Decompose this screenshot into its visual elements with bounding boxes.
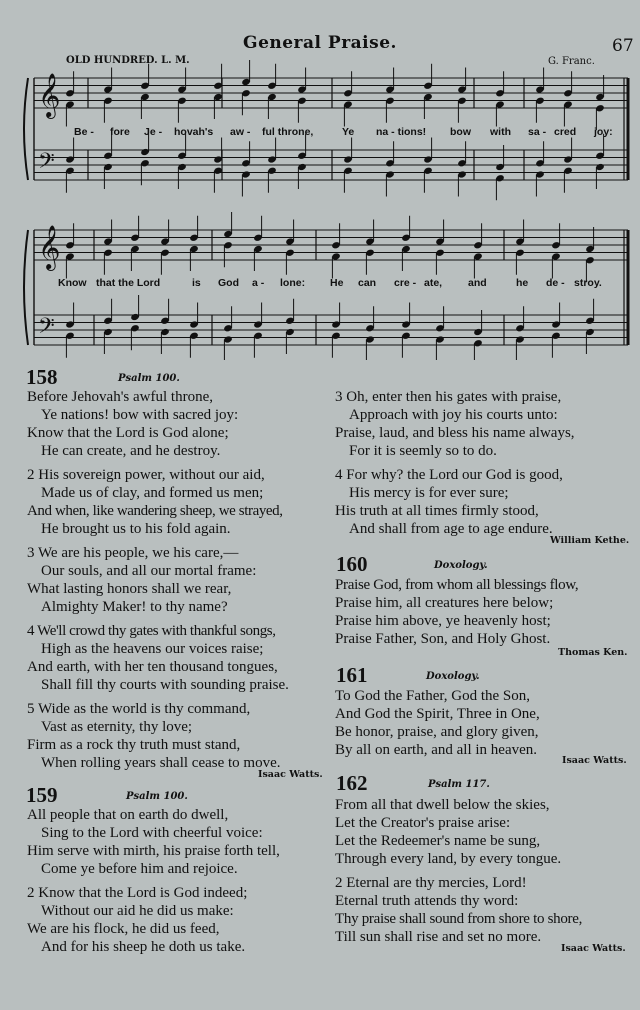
- verse-line: Praise him, all creatures here below;: [335, 595, 554, 611]
- verse-line: For it is seemly so to do.: [349, 443, 497, 459]
- verse-line: And shall from age to age endure.: [349, 521, 553, 537]
- hymn-reference: Psalm 100.: [118, 373, 180, 384]
- verse-line: And God the Spirit, Three in One,: [335, 706, 540, 722]
- verse-line: Praise Father, Son, and Holy Ghost.: [335, 631, 551, 647]
- verse-line: Come ye before him and rejoice.: [41, 861, 238, 877]
- verse-line: Sing to the Lord with cheerful voice:: [41, 825, 263, 841]
- verse-line: All people that on earth do dwell,: [27, 807, 229, 823]
- lyric-word: lone:: [280, 277, 306, 289]
- verse-line: 3 Oh, enter then his gates with praise,: [335, 389, 562, 405]
- treble-clef-icon: 𝄞: [38, 73, 61, 117]
- verse-line: 5 Wide as the world is thy command,: [27, 701, 251, 717]
- verse-line: His mercy is for ever sure;: [349, 485, 509, 501]
- lyric-word: cre -: [394, 277, 417, 289]
- verse-line: Firm as a rock thy truth must stand,: [27, 737, 241, 753]
- hymn-number-160: 160: [336, 552, 368, 576]
- verse-line: What lasting honors shall we rear,: [27, 581, 232, 597]
- lyric-word: hovah's: [174, 126, 214, 138]
- verse-line: Let the Creator's praise arise:: [335, 815, 511, 831]
- lyric-word: stroy.: [574, 277, 602, 289]
- verse-line: High as the heavens our voices raise;: [41, 641, 264, 657]
- verse-line: 2 Know that the Lord is God indeed;: [27, 885, 248, 901]
- verse-line: When rolling years shall cease to move.: [41, 755, 281, 771]
- verse-line: Know that the Lord is God alone;: [27, 425, 229, 441]
- page-number: 67: [612, 36, 634, 56]
- hymn-number-158: 158: [26, 365, 58, 389]
- treble-clef-icon: 𝄞: [38, 225, 61, 269]
- verse-line: 3 We are his people, we his care,—: [27, 545, 239, 561]
- verse-line: Before Jehovah's awful throne,: [27, 389, 213, 405]
- lyric-word: is: [192, 277, 201, 289]
- hymn-reference: Psalm 100.: [126, 791, 188, 802]
- lyric-word: ful throne,: [262, 126, 314, 138]
- hymn-reference: Doxology.: [426, 671, 480, 682]
- verse-line: Thy praise shall sound from shore to shore,: [335, 911, 583, 927]
- tune-name: OLD HUNDRED. L. M.: [66, 55, 190, 66]
- lyric-word: that the Lord: [96, 277, 161, 289]
- verse-line: And when, like wandering sheep, we strayed,: [27, 503, 283, 519]
- hymn-number-162: 162: [336, 771, 368, 795]
- hymn-author: William Kethe.: [550, 535, 630, 546]
- brace: [24, 78, 28, 180]
- hymn-author: Thomas Ken.: [558, 647, 628, 658]
- verse-line: Almighty Maker! to thy name?: [41, 599, 228, 615]
- composer: G. Franc.: [548, 56, 595, 67]
- verse-line: 2 His sovereign power, without our aid,: [27, 467, 265, 483]
- lyric-word: joy:: [594, 126, 613, 138]
- lyric-word: fore: [110, 126, 130, 138]
- verse-line: From all that dwell below the skies,: [335, 797, 550, 813]
- verse-line: Till sun shall rise and set no more.: [335, 929, 542, 945]
- verse-line: Praise him above, ye heavenly host;: [335, 613, 551, 629]
- hymn-reference: Doxology.: [434, 560, 488, 571]
- music-score: [0, 0, 640, 360]
- verse-line: 2 Eternal are thy mercies, Lord!: [335, 875, 527, 891]
- bass-clef-icon: 𝄢: [38, 149, 55, 179]
- verse-line: 4 For why? the Lord our God is good,: [335, 467, 563, 483]
- hymn-author: Isaac Watts.: [561, 943, 626, 954]
- hymn-author: Isaac Watts.: [562, 755, 627, 766]
- hymn-author: Isaac Watts.: [258, 769, 323, 780]
- verse-line: Made us of clay, and formed us men;: [41, 485, 264, 501]
- verse-line: We are his flock, he did us feed,: [27, 921, 220, 937]
- page-title: General Praise.: [243, 33, 397, 53]
- lyric-word: sa -: [528, 126, 547, 138]
- hymn-number-161: 161: [336, 663, 368, 687]
- hymn-reference: Psalm 117.: [428, 779, 490, 790]
- lyric-word: he: [516, 277, 529, 289]
- bass-clef-icon: 𝄢: [38, 314, 55, 344]
- lyric-word: cred: [554, 126, 577, 138]
- lyric-word: with: [490, 126, 511, 138]
- verse-line: Vast as eternity, thy love;: [41, 719, 193, 735]
- verse-line: And for his sheep he doth us take.: [41, 939, 246, 955]
- verse-line: Praise God, from whom all blessings flow,: [335, 577, 579, 593]
- verse-line: 4 We'll crowd thy gates with thankful songs,: [27, 623, 276, 639]
- verse-line: By all on earth, and all in heaven.: [335, 742, 538, 758]
- lyric-word: Je -: [144, 126, 163, 138]
- verse-line: To God the Father, God the Son,: [335, 688, 530, 704]
- hymn-number-159: 159: [26, 783, 58, 807]
- lyric-word: God: [218, 277, 239, 289]
- verse-line: Approach with joy his courts unto:: [349, 407, 558, 423]
- verse-line: Through every land, by every tongue.: [335, 851, 562, 867]
- verse-line: Our souls, and all our mortal frame:: [41, 563, 257, 579]
- verse-line: Ye nations! bow with sacred joy:: [41, 407, 239, 423]
- lyric-word: a -: [252, 277, 265, 289]
- lyric-word: na - tions!: [376, 126, 427, 138]
- verse-line: Without our aid he did us make:: [41, 903, 234, 919]
- brace: [24, 230, 28, 345]
- lyric-word: can: [358, 277, 377, 289]
- verse-line: And earth, with her ten thousand tongues,: [27, 659, 278, 675]
- lyric-word: Know: [58, 277, 87, 289]
- lyric-word: He: [330, 277, 344, 289]
- verse-line: Him serve with mirth, his praise forth tell,: [27, 843, 280, 859]
- lyric-word: ate,: [424, 277, 443, 289]
- verse-line: Let the Redeemer's name be sung,: [335, 833, 541, 849]
- lyric-word: Ye: [342, 126, 355, 138]
- verse-line: Eternal truth attends thy word:: [335, 893, 519, 909]
- verse-line: Be honor, praise, and glory given,: [335, 724, 539, 740]
- verse-line: He can create, and he destroy.: [41, 443, 221, 459]
- lyric-word: de -: [546, 277, 565, 289]
- verse-line: Shall fill thy courts with sounding praise.: [41, 677, 289, 693]
- verse-line: He brought us to his fold again.: [41, 521, 231, 537]
- lyric-word: Be -: [74, 126, 94, 138]
- verse-line: Praise, laud, and bless his name always,: [335, 425, 575, 441]
- lyric-word: bow: [450, 126, 471, 138]
- lyric-word: and: [468, 277, 487, 289]
- lyric-word: aw -: [230, 126, 251, 138]
- verse-line: His truth at all times firmly stood,: [335, 503, 539, 519]
